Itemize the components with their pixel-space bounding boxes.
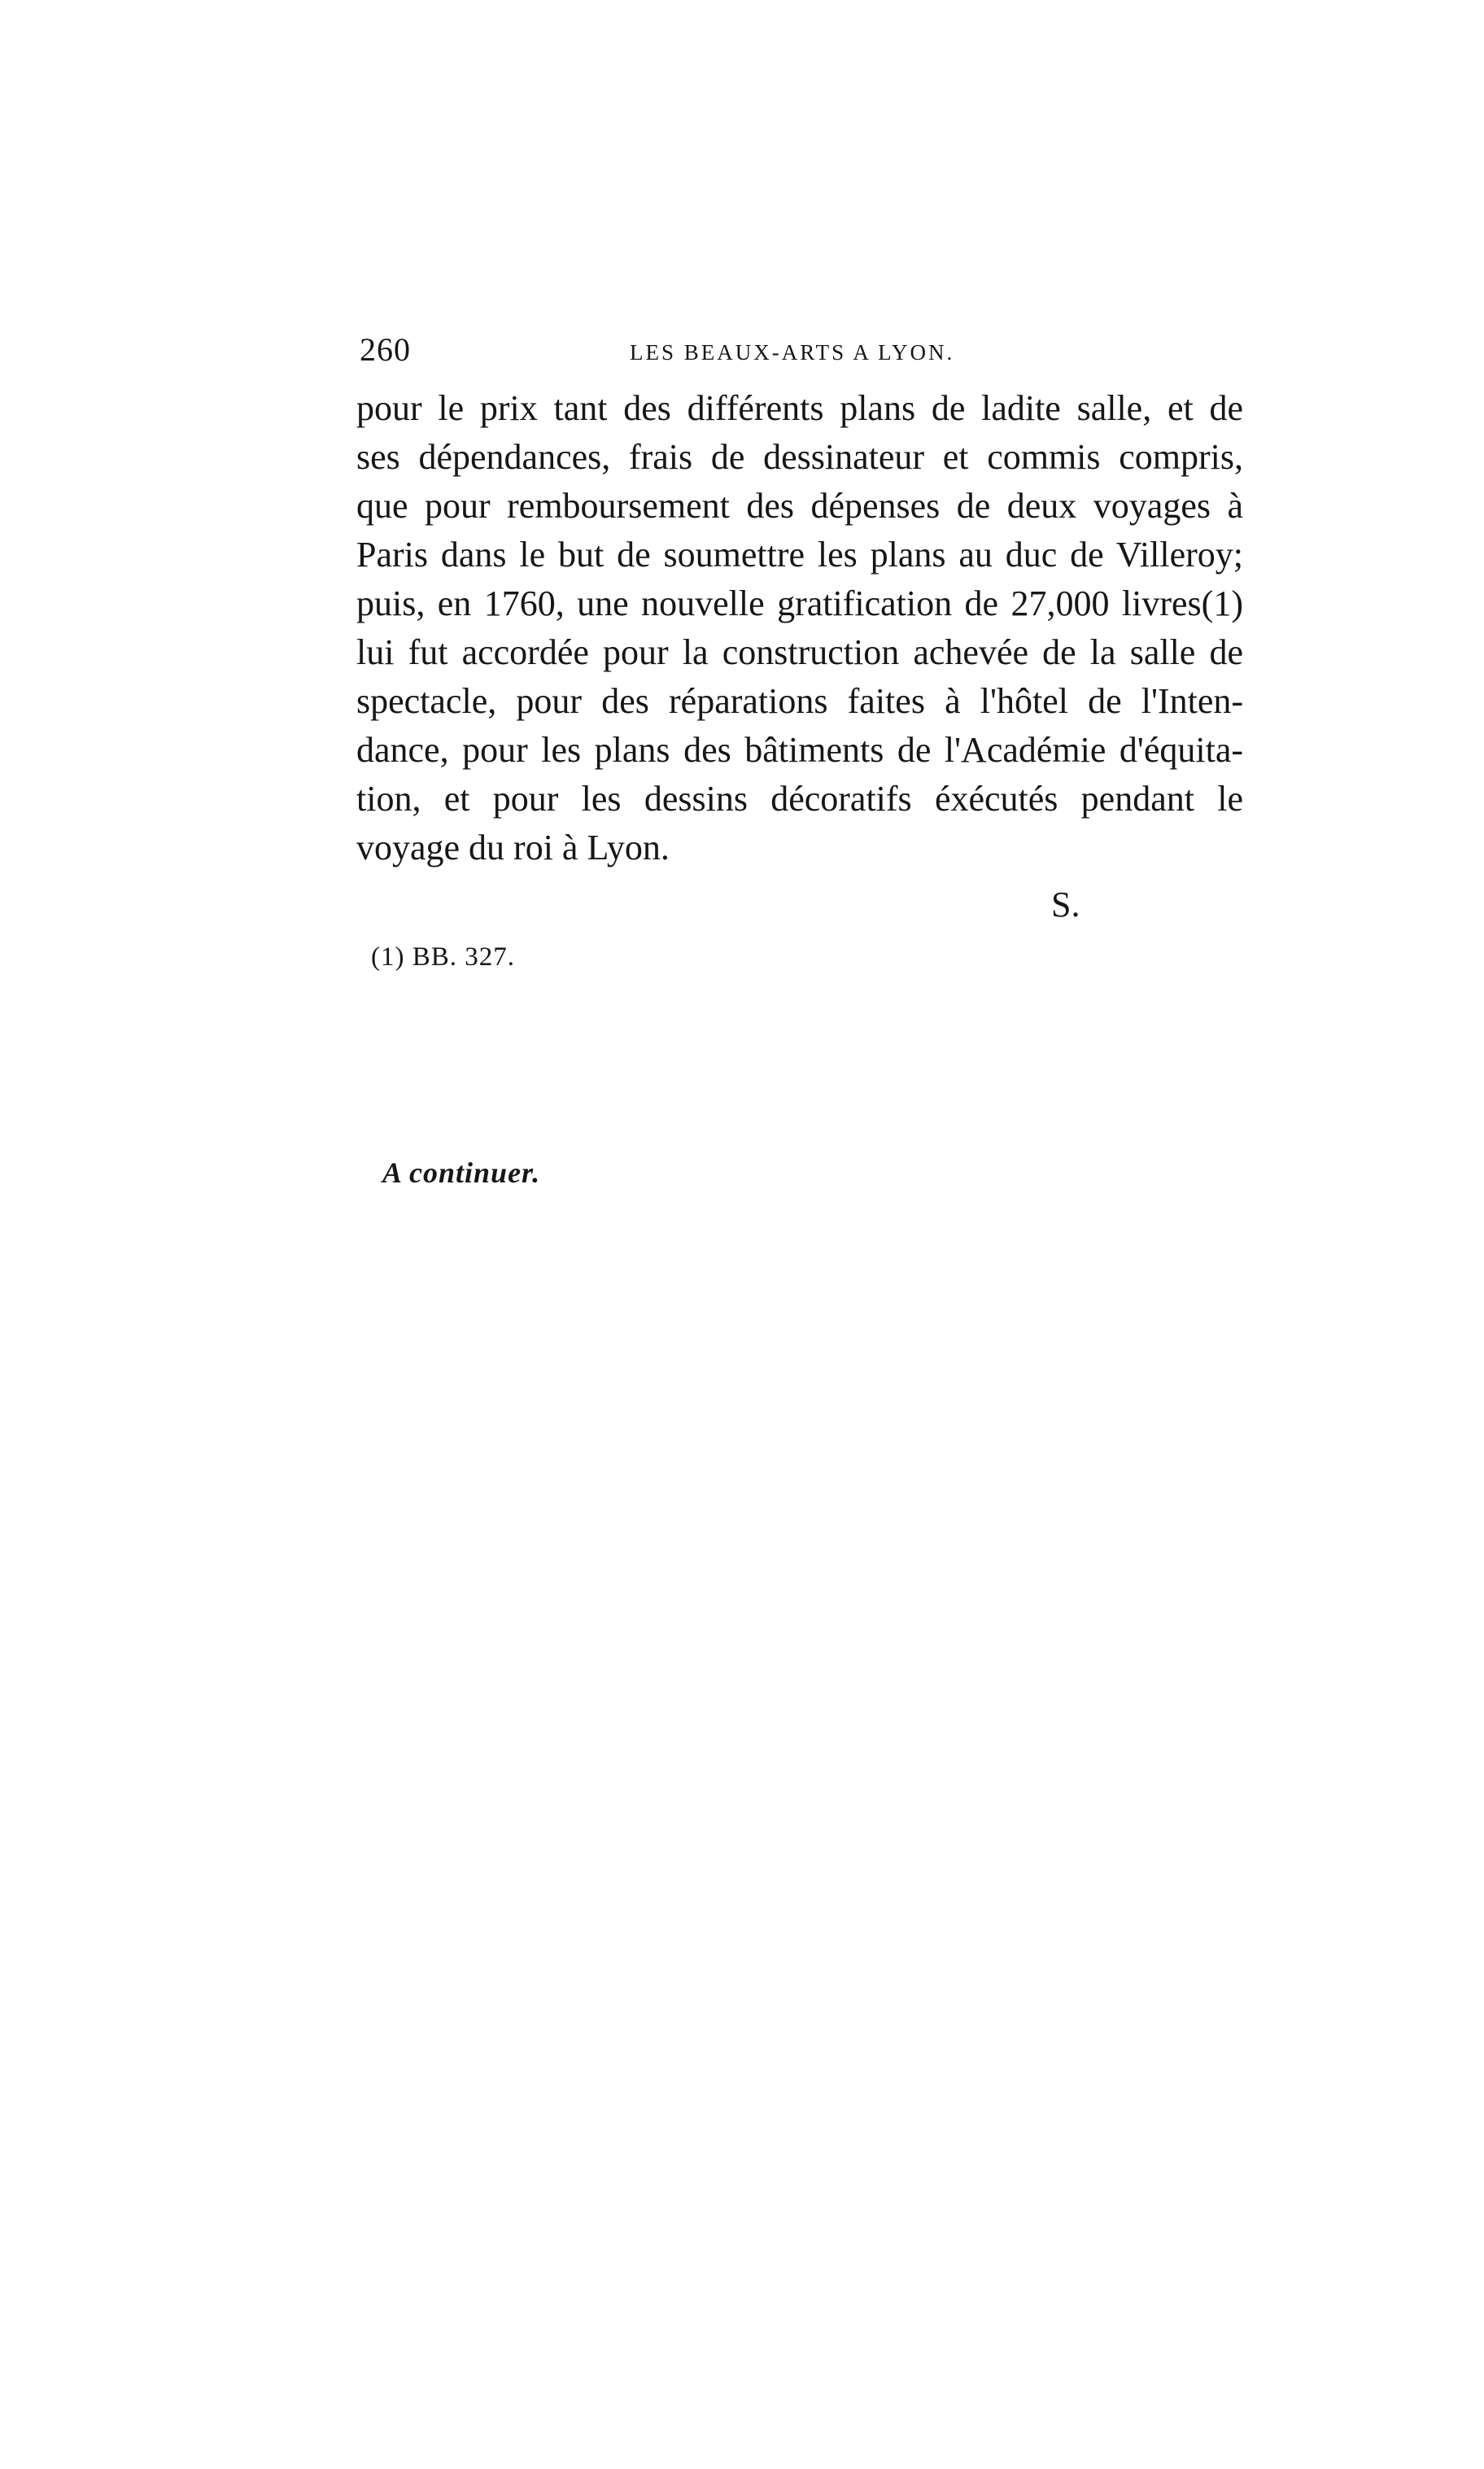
- footnote: (1) BB. 327.: [371, 942, 515, 972]
- continuation-note: A continuer.: [382, 1156, 541, 1189]
- text-line: dance, pour les plans des bâtiments de l'Académie d'équita-: [356, 730, 1243, 770]
- text-line: ses dépendances, frais de dessinateur et commis compris,: [356, 437, 1243, 477]
- body-paragraph: [356, 384, 1243, 872]
- text-line: que pour remboursement des dépenses de deux voyages à: [356, 486, 1243, 526]
- page-number: 260: [360, 331, 411, 368]
- signature-initial: S.: [1051, 885, 1080, 924]
- page-header: [360, 326, 1246, 374]
- text-line: Paris dans le but de soumettre les plans au duc de Villeroy;: [356, 535, 1243, 575]
- text-line: puis, en 1760, une nouvelle gratification de 27,000 livres(1): [356, 583, 1243, 623]
- text-line: pour le prix tant des différents plans de ladite salle, et de: [356, 388, 1243, 428]
- running-head: LES BEAUX-ARTS A LYON.: [630, 340, 955, 365]
- text-line: tion, et pour les dessins décoratifs éxécutés pendant le: [356, 779, 1243, 819]
- text-line: lui fut accordée pour la construction achevée de la salle de: [356, 632, 1243, 672]
- text-line: spectacle, pour des réparations faites à l'hôtel de l'Inten-: [356, 681, 1243, 721]
- text-line: voyage du roi à Lyon.: [356, 828, 670, 867]
